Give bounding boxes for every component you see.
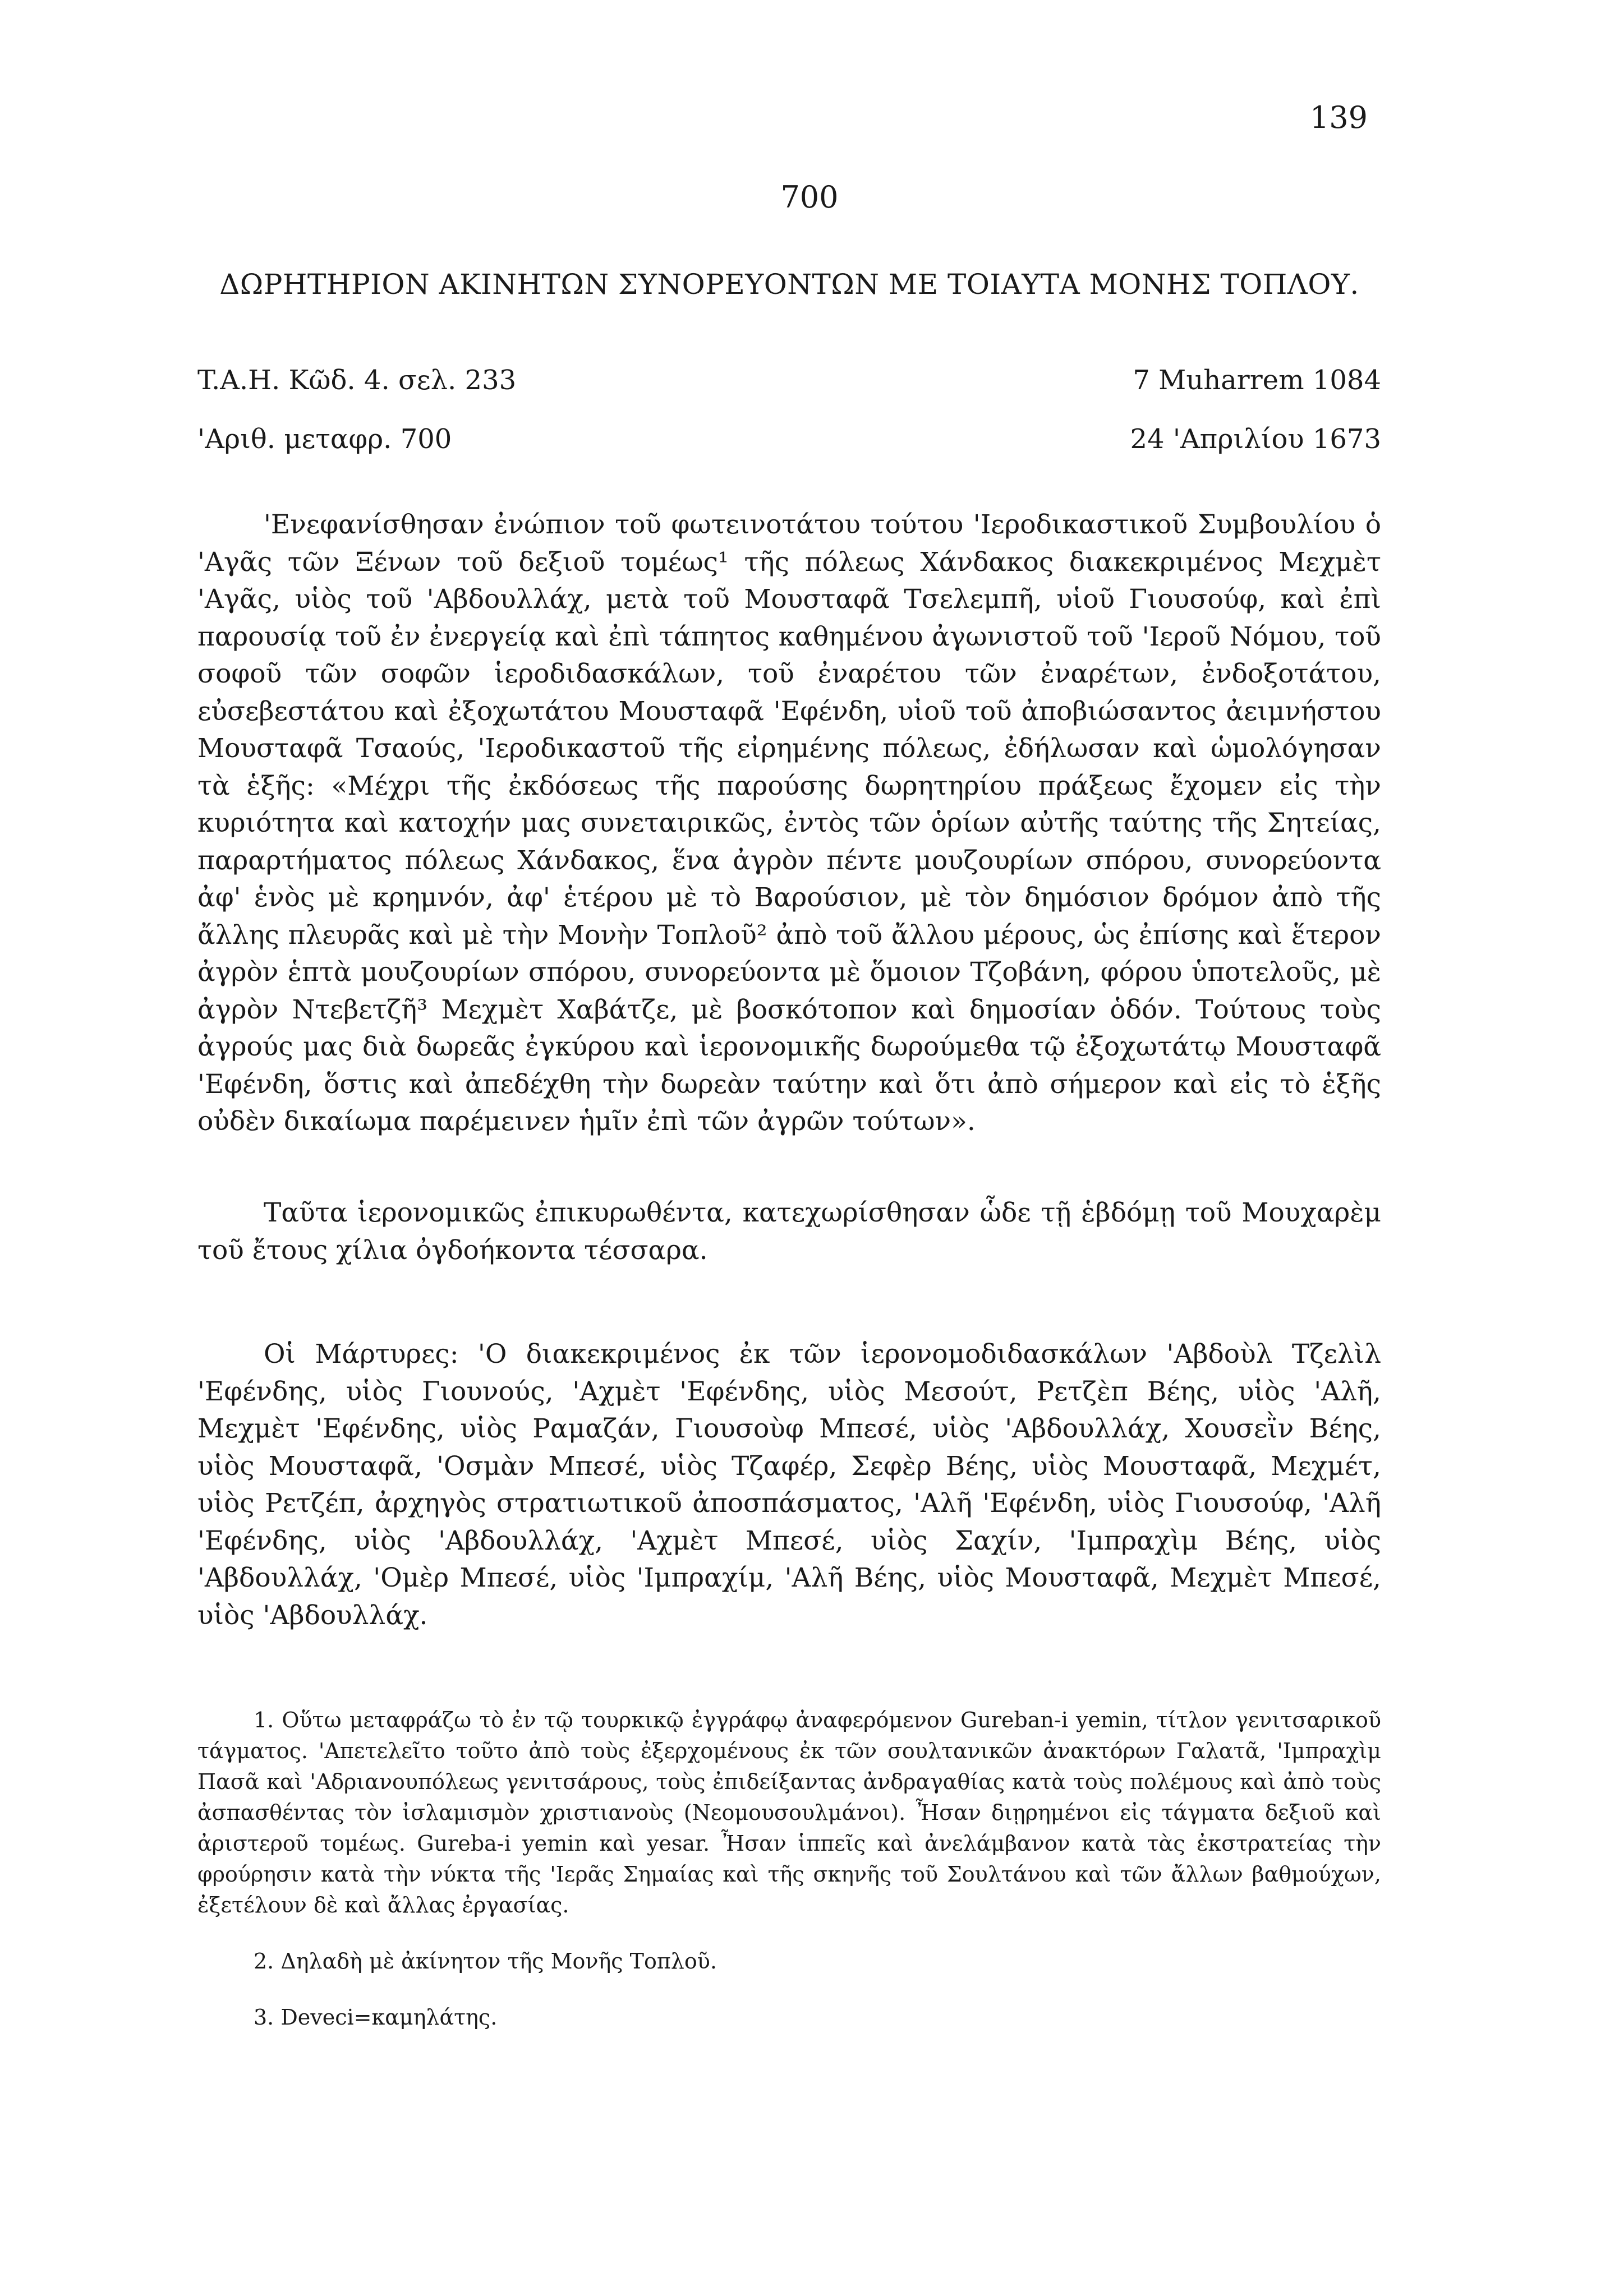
source-reference: T.A.H. Κῶδ. 4. σελ. 233 bbox=[197, 365, 517, 396]
footnote-3-text: 3. Deveci=καμηλάτης. bbox=[254, 2005, 498, 2030]
greek-date: 24 'Απριλίου 1673 bbox=[1130, 423, 1381, 455]
footnote-3 bbox=[197, 2002, 1381, 2033]
paragraph-witnesses: Οἱ Μάρτυρες: 'Ο διακεκριμένος ἐκ τῶν ἱερονομοδιδασκάλων 'Αβδοὺλ Τζελὶλ 'Εφένδης, υἱὸς Γιουνούς, 'Αχμὲτ 'Εφένδης, υἱὸς Μεσούτ, Ρετζὲπ Βέης, υἱὸς 'Αλῆ, Μεχμὲτ 'Εφένδης, υἱὸς Ραμαζάν, Γιουσοὺφ Μπεσέ, υἱὸς 'Αβδουλλάχ, Χουσεῒν Βέης, υἱὸς Μουσταφᾶ, 'Οσμὰν Μπεσέ, υἱὸς Τζαφέρ, Σεφὲρ Βέης, υἱὸς Μουσταφᾶ, Μεχμέτ, υἱὸς Ρετζέπ, ἀρχηγὸς στρατιωτικοῦ ἀποσπάσματος, 'Αλῆ 'Εφένδη, υἱὸς Γιουσούφ, 'Αλῆ 'Εφένδης, υἱὸς 'Αβδουλλάχ, 'Αχμὲτ Μπεσέ, υἱὸς Σαχίν, 'Ιμπραχὶμ Βέης, υἱὸς 'Αβδουλλάχ, 'Ομὲρ Μπεσέ, υἱὸς 'Ιμπραχίμ, 'Αλῆ Βέης, υἱὸς Μουσταφᾶ, Μεχμὲτ Μπεσέ, υἱὸς 'Αβδουλλάχ. bbox=[197, 1339, 1381, 1631]
document-title: ΔΩΡΗΤΗΡΙΟΝ ΑΚΙΝΗΤΩΝ ΣΥΝΟΡΕΥΟΝΤΩΝ ΜΕ ΤΟΙΑΥΤΑ ΜΟΝΗΣ ΤΟΠΛΟΥ. bbox=[219, 268, 1359, 301]
paragraph-main: 'Ενεφανίσθησαν ἐνώπιον τοῦ φωτεινοτάτου τούτου 'Ιεροδικαστικοῦ Συμβουλίου ὁ 'Αγᾶς τῶν Ξένων τοῦ δεξιοῦ τομέως¹ τῆς πόλεως Χάνδακος διακεκριμένος Μεχμὲτ 'Αγᾶς, υἱὸς τοῦ 'Αβδουλλάχ, μετὰ τοῦ Μουσταφᾶ Τσελεμπῆ, υἱοῦ Γιουσούφ, καὶ ἐπὶ παρουσίᾳ τοῦ ἐν ἐνεργείᾳ καὶ ἐπὶ τάπητος καθημένου ἀγωνιστοῦ τοῦ 'Ιεροῦ Νόμου, τοῦ σοφοῦ τῶν σοφῶν ἱεροδιδασκάλων, τοῦ ἐναρέτου τῶν ἐναρέτων, ἐνδοξοτάτου, εὐσεβεστάτου καὶ ἐξοχωτάτου Μουσταφᾶ 'Εφένδη, υἱοῦ τοῦ ἀποβιώσαντος ἀειμνήστου Μουσταφᾶ Τσαούς, 'Ιεροδικαστοῦ τῆς εἰρημένης πόλεως, ἐδήλωσαν καὶ ὡμολόγησαν τὰ ἑξῆς: «Μέχρι τῆς ἐκδόσεως τῆς παρούσης δωρητηρίου πράξεως ἔχομεν εἰς τὴν κυριότητα καὶ κατοχήν μας συνεταιρικῶς, ἐντὸς τῶν ὁρίων αὐτῆς ταύτης τῆς Σητείας, παραρτήματος πόλεως Χάνδακος, ἕνα ἀγρὸν πέντε μουζουρίων σπόρου, συνορεύοντα ἀφ' ἑνὸς μὲ κρημνόν, ἀφ' ἑτέρου μὲ τὸ Βαρούσιον, μὲ τὸν δημόσιον δρόμον ἀπὸ τῆς ἄλλης πλευρᾶς καὶ μὲ τὴν Μονὴν Τοπλοῦ² ἀπὸ τοῦ ἄλλου μέρους, ὡς ἐπίσης καὶ ἕτερον ἀγρὸν ἑπτὰ μουζουρίων σπόρου, συνορεύοντα μὲ ὅμοιον Τζοβάνη, φόρου ὑποτελοῦς, μὲ ἀγρὸν Ντεβετζῆ³ Μεχμὲτ Χαβάτζε, μὲ βοσκότοπον καὶ δημοσίαν ὁδόν. Τούτους τοὺς ἀγρούς μας διὰ δωρεᾶς ἐγκύρου καὶ ἱερονομικῆς δωρούμεθα τῷ ἐξοχωτάτῳ Μουσταφᾶ 'Εφένδη, ὅστις καὶ ἀπεδέχθη τὴν δωρεὰν ταύτην καὶ ὅτι ἀπὸ σήμερον καὶ εἰς τὸ ἑξῆς οὐδὲν δικαίωμα παρέμεινεν ἡμῖν ἐπὶ τῶν ἀγρῶν τούτων». bbox=[197, 509, 1381, 1137]
paragraph-registration: Ταῦτα ἱερονομικῶς ἐπικυρωθέντα, κατεχωρίσθησαν ὧδε τῇ ἑβδόμῃ τοῦ Μουχαρὲμ τοῦ ἔτους χίλια ὀγδοήκοντα τέσσαρα. bbox=[197, 1197, 1381, 1266]
translation-number: 'Αριθ. μεταφρ. 700 bbox=[197, 423, 452, 455]
footnote-2-text: 2. Δηλαδὴ μὲ ἀκίνητον τῆς Μονῆς Τοπλοῦ. bbox=[254, 1949, 717, 1974]
page-number: 139 bbox=[1309, 100, 1368, 135]
footnote-2 bbox=[197, 1946, 1381, 1977]
footnote-1-text: 1. Οὕτω μεταφράζω τὸ ἐν τῷ τουρκικῷ ἐγγράφῳ ἀναφερόμενον Gureban-i yemin, τίτλον γενιτσαρικοῦ τάγματος. 'Απετελεῖτο τοῦτο ἀπὸ τοὺς ἐξερχομένους ἐκ τῶν σουλτανικῶν ἀνακτόρων Γαλατᾶ, 'Ιμπραχὶμ Πασᾶ καὶ 'Αδριανουπόλεως γενιτσάρους, τοὺς ἐπιδείξαντας ἀνδραγαθίας κατὰ τοὺς πολέμους καὶ ἀπὸ τοὺς ἀσπασθέντας τὸν ἰσλαμισμὸν χριστιανοὺς (Νεομουσουλμάνοι). Ἦσαν διῃρημένοι εἰς τάγματα δεξιοῦ καὶ ἀριστεροῦ τομέως. Gureba-i yemin καὶ yesar. Ἦσαν ἱππεῖς καὶ ἀνελάμβανον κατὰ τὰς ἐκστρατείας τὴν φρούρησιν κατὰ τὴν νύκτα τῆς 'Ιερᾶς Σημαίας καὶ τῆς σκηνῆς τοῦ Σουλτάνου καὶ τῶν ἄλλων βαθμούχων, ἐξετέλουν δὲ καὶ ἄλλας ἐργασίας. bbox=[197, 1708, 1381, 1917]
hijri-date: 7 Muharrem 1084 bbox=[1133, 365, 1381, 396]
footnote-1 bbox=[197, 1705, 1381, 1921]
document-number: 700 bbox=[780, 179, 839, 215]
